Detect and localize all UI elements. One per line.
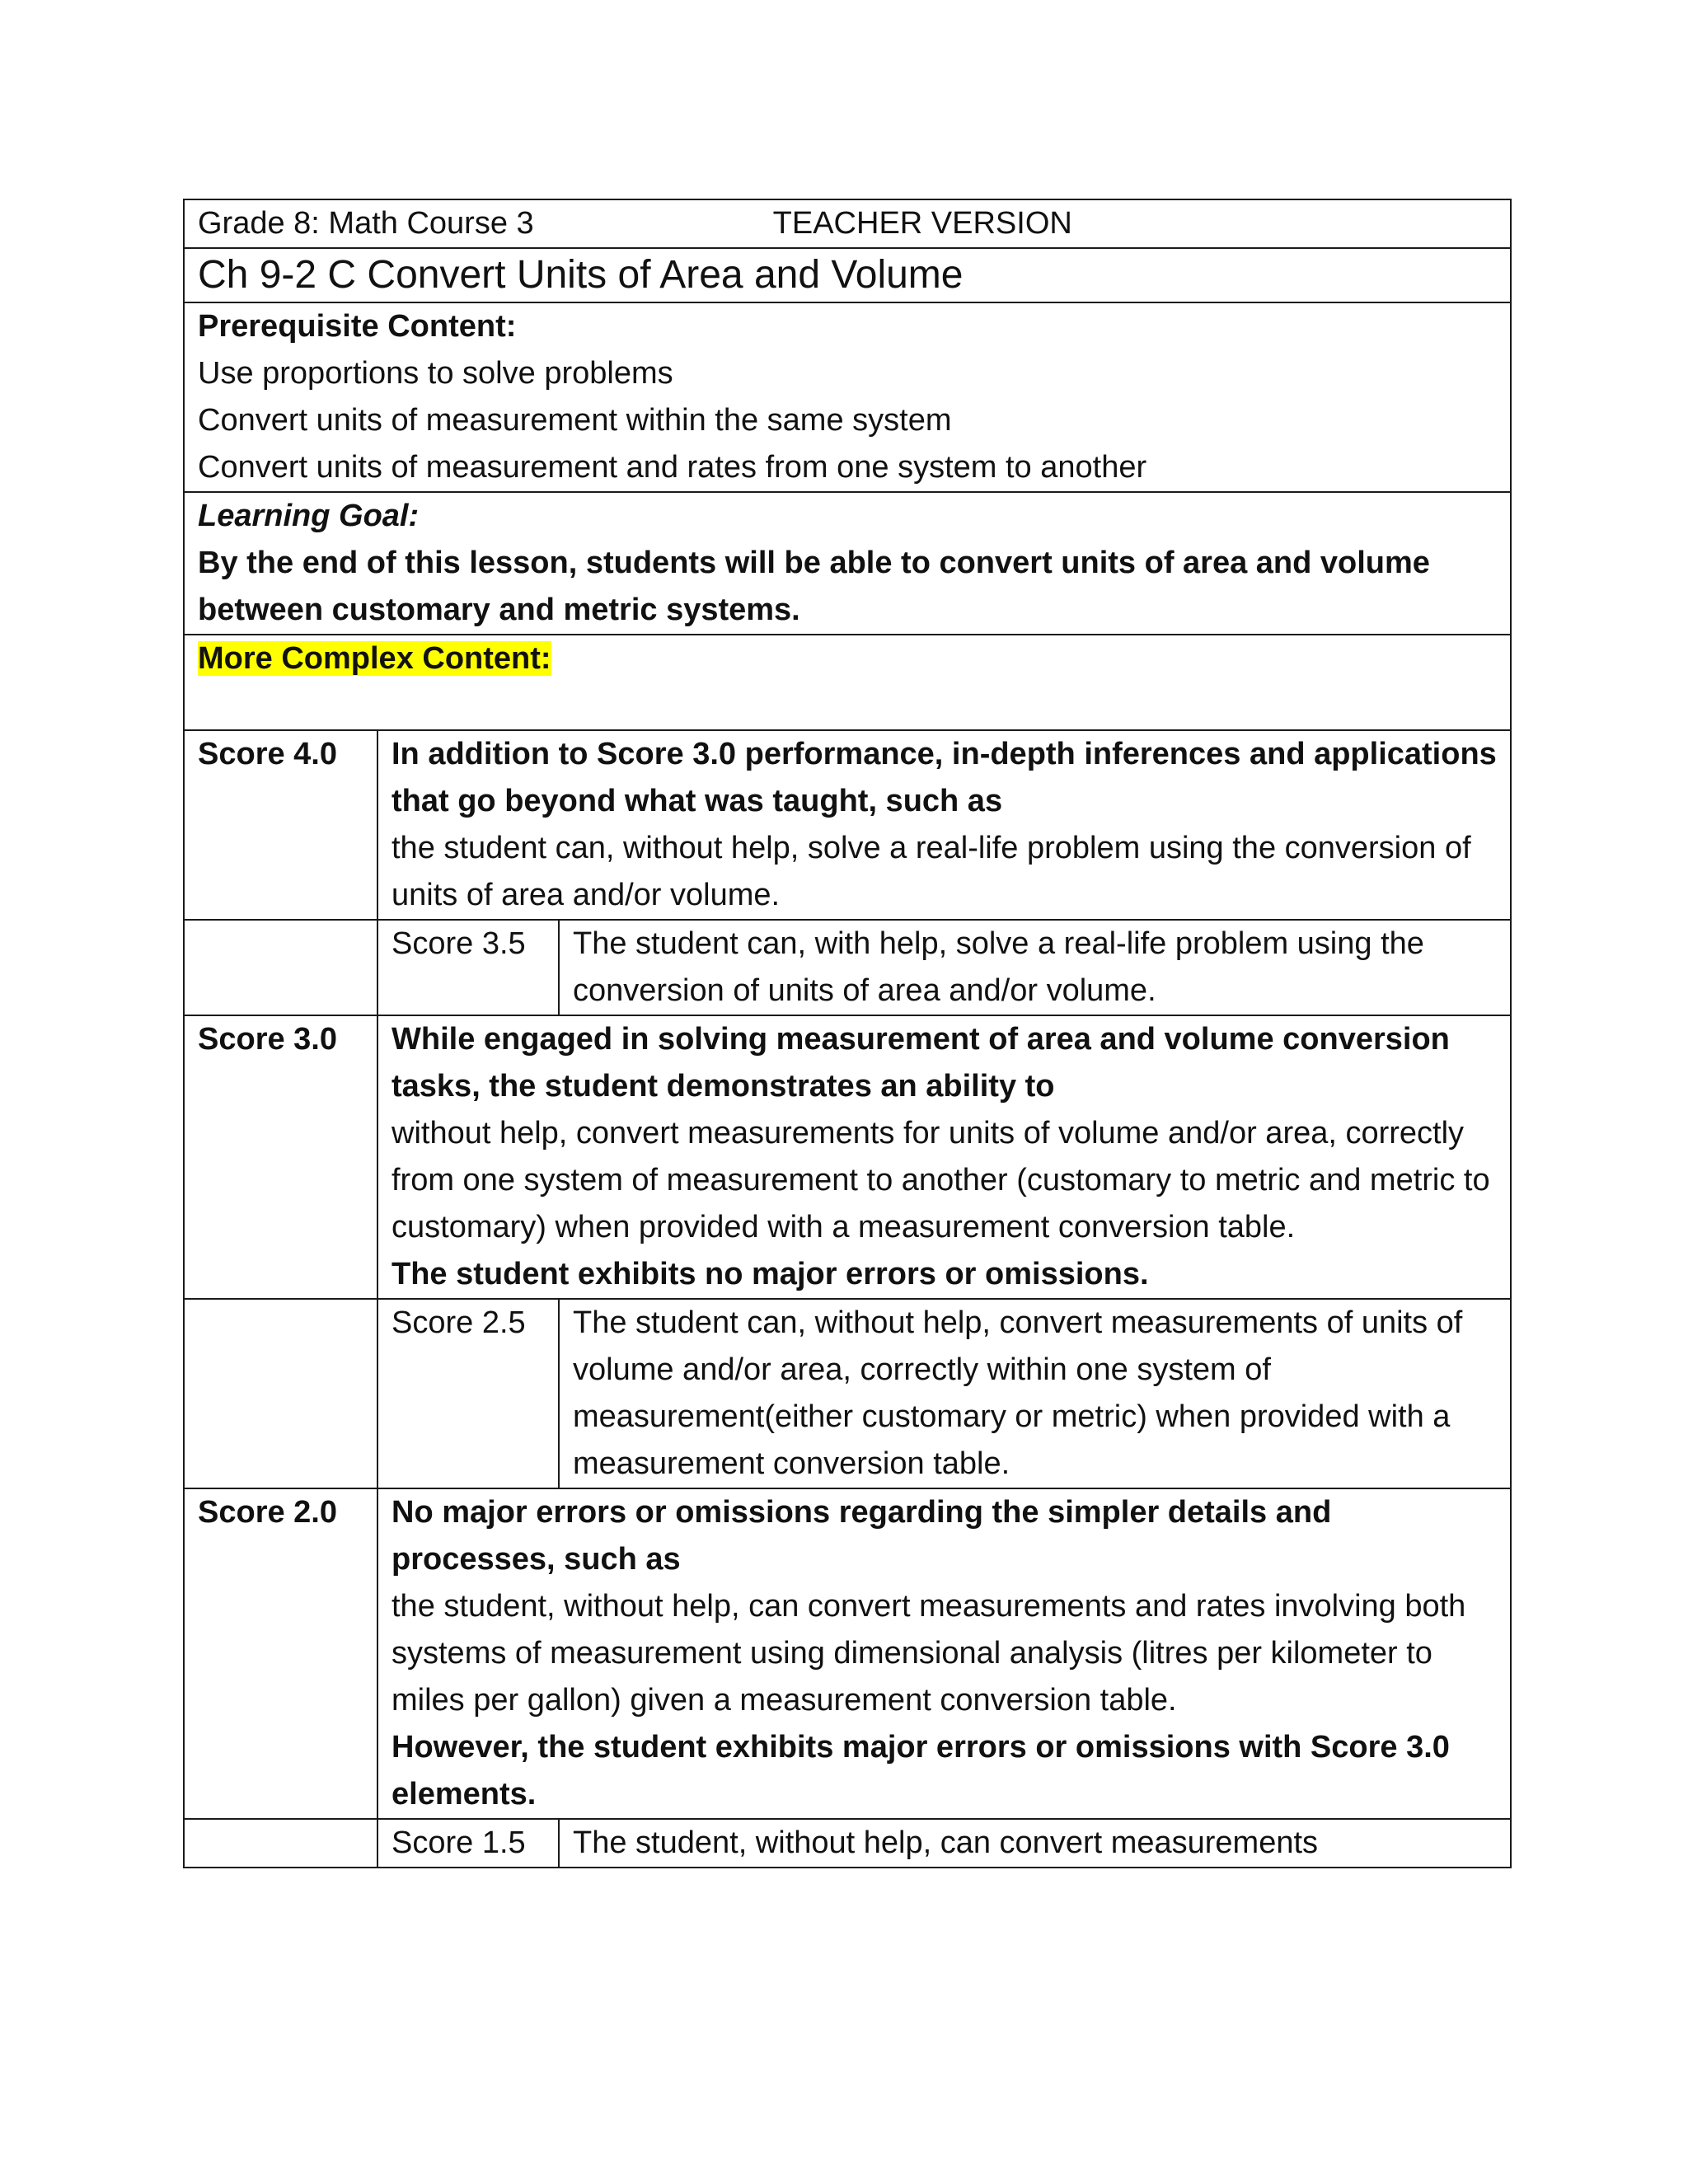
prerequisite-heading: Prerequisite Content: (198, 309, 517, 344)
score-2-bold-end: However, the student exhibits major errors or omissions with Score 3.0 elements. (392, 1730, 1450, 1811)
empty-cell (184, 1299, 377, 1488)
score-3-label: Score 3.0 (184, 1015, 377, 1299)
score-2-5-text: The student can, without help, convert measurements of units of volume and/or area, correctly within one system of measurement(either customary or metric) when provided with a measurement conversion table. (559, 1299, 1511, 1488)
prerequisite-cell (184, 302, 1511, 492)
score-3-bold-end: The student exhibits no major errors or omissions. (392, 1257, 1149, 1291)
prerequisite-item: Convert units of measurement within the same system (198, 403, 952, 438)
score-4-bold-text: In addition to Score 3.0 performance, in-depth inferences and applications that go beyond what was taught, such as (392, 737, 1497, 818)
score-1-5-row (184, 1819, 1511, 1868)
score-4-label: Score 4.0 (184, 730, 377, 920)
score-2-row (184, 1488, 1511, 1819)
score-2-text: the student, without help, can convert measurements and rates involving both systems of measurement using dimensional analysis (litres per kilometer to miles per gallon) given a measurement conversion table. (392, 1589, 1466, 1718)
score-2-5-label: Score 2.5 (377, 1299, 559, 1488)
score-2-label: Score 2.0 (184, 1488, 377, 1819)
score-3-row (184, 1015, 1511, 1299)
title-row (184, 248, 1511, 302)
score-3-text: without help, convert measurements for units of volume and/or area, correctly from one system of measurement to another (customary to metric and metric to customary) when provided with a measurement conversion table. (392, 1116, 1490, 1244)
header-cell (184, 199, 1511, 248)
more-complex-cell (184, 635, 1511, 730)
learning-goal-cell (184, 492, 1511, 635)
prerequisite-item: Use proportions to solve problems (198, 356, 673, 391)
score-2-bold-text: No major errors or omissions regarding the simpler details and processes, such as (392, 1495, 1332, 1577)
rubric-table (183, 199, 1512, 1868)
empty-cell (184, 1819, 377, 1868)
score-1-5-text: The student, without help, can convert measurements (559, 1819, 1511, 1868)
score-4-text: the student can, without help, solve a real-life problem using the conversion of units of area and/or volume. (392, 831, 1471, 912)
more-complex-heading: More Complex Content: (198, 641, 551, 676)
prerequisite-row (184, 302, 1511, 492)
header-row (184, 199, 1511, 248)
learning-goal-heading: Learning Goal: (198, 499, 420, 533)
more-complex-row (184, 635, 1511, 730)
prerequisite-item: Convert units of measurement and rates from one system to another (198, 450, 1147, 485)
score-3-5-row (184, 920, 1511, 1015)
learning-goal-row (184, 492, 1511, 635)
score-4-row (184, 730, 1511, 920)
page-title: Ch 9-2 C Convert Units of Area and Volume (184, 248, 1511, 302)
score-2-description (377, 1488, 1511, 1819)
course-label: Grade 8: Math Course 3 (198, 206, 534, 241)
score-2-5-row (184, 1299, 1511, 1488)
version-label: TEACHER VERSION (772, 206, 1072, 241)
empty-cell (184, 920, 377, 1015)
score-3-bold-text: While engaged in solving measurement of area and volume conversion tasks, the student demonstrates an ability to (392, 1022, 1450, 1104)
score-1-5-label: Score 1.5 (377, 1819, 559, 1868)
learning-goal-text: By the end of this lesson, students will be able to convert units of area and volume between customary and metric systems. (198, 546, 1430, 627)
score-3-5-label: Score 3.5 (377, 920, 559, 1015)
score-4-description (377, 730, 1511, 920)
score-3-5-text: The student can, with help, solve a real-life problem using the conversion of units of area and/or volume. (559, 920, 1511, 1015)
score-3-description (377, 1015, 1511, 1299)
